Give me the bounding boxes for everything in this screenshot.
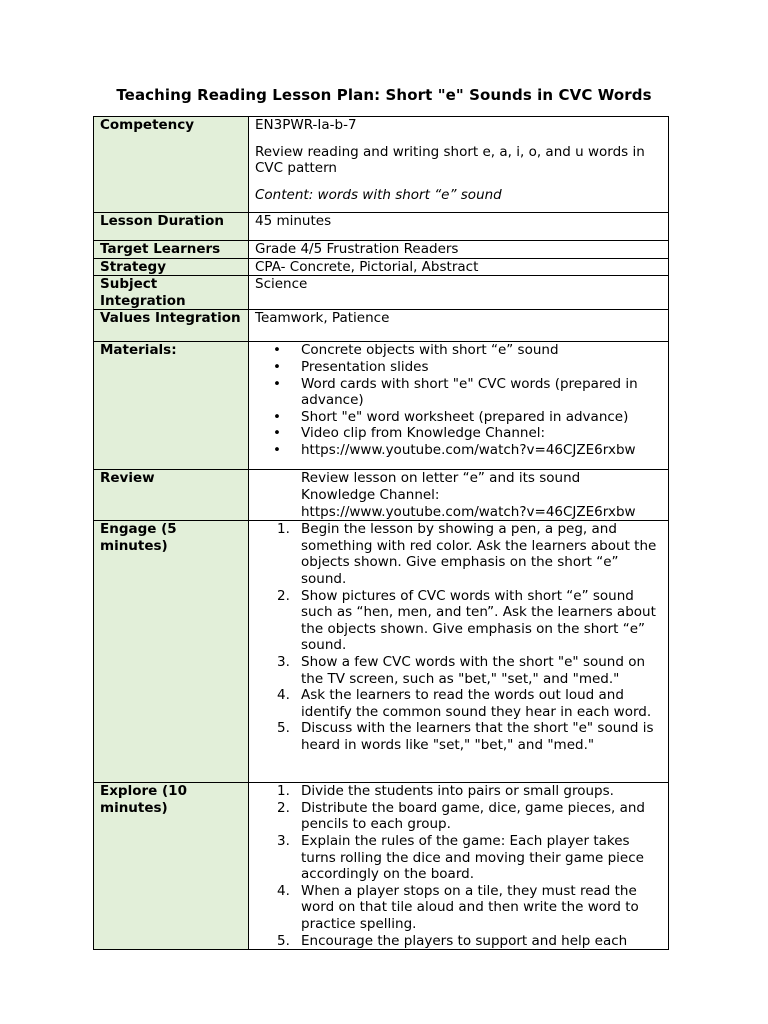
list-item: 4. Ask the learners to read the words out loud and identify the common sound they hear in each word. [277, 687, 652, 720]
value-strategy: CPA- Concrete, Pictorial, Abstract [249, 258, 669, 276]
row-explore [94, 783, 669, 950]
value-subject: Science [249, 276, 669, 310]
list-item: 3. Explain the rules of the game: Each player takes turns rolling the dice and moving their game piece accordingly on the board. [277, 832, 644, 883]
label-review: Review [94, 470, 249, 521]
label-values: Values Integration [94, 310, 249, 342]
row-values [94, 310, 669, 342]
review-link: https://www.youtube.com/watch?v=46CJZE6rxbw [301, 503, 636, 520]
row-materials [94, 342, 669, 470]
row-learners [94, 241, 669, 259]
value-explore [249, 783, 669, 950]
list-item: 3. Show a few CVC words with the short "e" sound on the TV screen, such as "bet," "set," and "med." [277, 653, 646, 687]
value-values: Teamwork, Patience [249, 310, 669, 342]
label-competency: Competency [94, 117, 249, 213]
value-review [249, 470, 669, 521]
value-competency [249, 117, 669, 213]
value-learners: Grade 4/5 Frustration Readers [249, 241, 669, 259]
materials-list [255, 342, 662, 458]
list-item: • Video clip from Knowledge Channel: [301, 425, 662, 442]
list-item: • Short "e" word worksheet (prepared in advance) [301, 409, 662, 426]
list-item: • https://www.youtube.com/watch?v=46CJZE6rxbw [301, 442, 662, 459]
value-materials [249, 342, 669, 470]
label-learners: Target Learners [94, 241, 249, 259]
list-item: 2. Show pictures of CVC words with short “e” sound such as “hen, men, and ten”. Ask the learners about the objects shown. Give emphasis on the short “e” sound. [277, 587, 656, 654]
list-item: 1. Divide the students into pairs or small groups. [277, 783, 614, 800]
competency-description: Review reading and writing short e, a, i, o, and u words in CVC pattern [255, 143, 645, 177]
list-item: 5. Discuss with the learners that the short "e" sound is heard in words like "set," "bet," and "med." [277, 720, 654, 753]
value-duration: 45 minutes [249, 213, 669, 241]
row-duration [94, 213, 669, 241]
review-line: Knowledge Channel: [301, 486, 440, 503]
value-engage [249, 521, 669, 783]
competency-content: Content: words with short “e” sound [255, 186, 502, 203]
review-line: Review lesson on letter “e” and its sound [301, 470, 581, 487]
engage-list [255, 521, 662, 753]
row-engage [94, 521, 669, 783]
list-item: 1. Begin the lesson by showing a pen, a peg, and something with red color. Ask the learners about the objects shown. Give emphasis on the short “e” sound. [277, 521, 657, 587]
explore-list [255, 783, 662, 949]
list-item: 2. Distribute the board game, dice, game pieces, and pencils to each group. [277, 799, 645, 833]
label-engage: Engage (5 minutes) [94, 521, 249, 783]
list-item: 4. When a player stops on a tile, they must read the word on that tile aloud and then write the word to practice spelling. [277, 882, 639, 932]
label-materials: Materials: [94, 342, 249, 470]
label-subject: Subject Integration [94, 276, 249, 310]
row-competency [94, 117, 669, 213]
competency-code: EN3PWR-Ia-b-7 [255, 117, 357, 133]
list-item: • Word cards with short "e" CVC words (prepared in advance) [301, 376, 662, 409]
lesson-plan-table [93, 116, 669, 950]
page-title: Teaching Reading Lesson Plan: Short "e" Sounds in CVC Words [116, 86, 652, 104]
list-item: 5. Encourage the players to support and help each [277, 932, 628, 949]
row-strategy [94, 258, 669, 276]
row-subject [94, 276, 669, 310]
list-item: • Concrete objects with short “e” sound [301, 342, 662, 359]
label-duration: Lesson Duration [94, 213, 249, 241]
list-item: • Presentation slides [301, 359, 662, 376]
row-review [94, 470, 669, 521]
label-strategy: Strategy [94, 258, 249, 276]
label-explore: Explore (10 minutes) [94, 783, 249, 950]
